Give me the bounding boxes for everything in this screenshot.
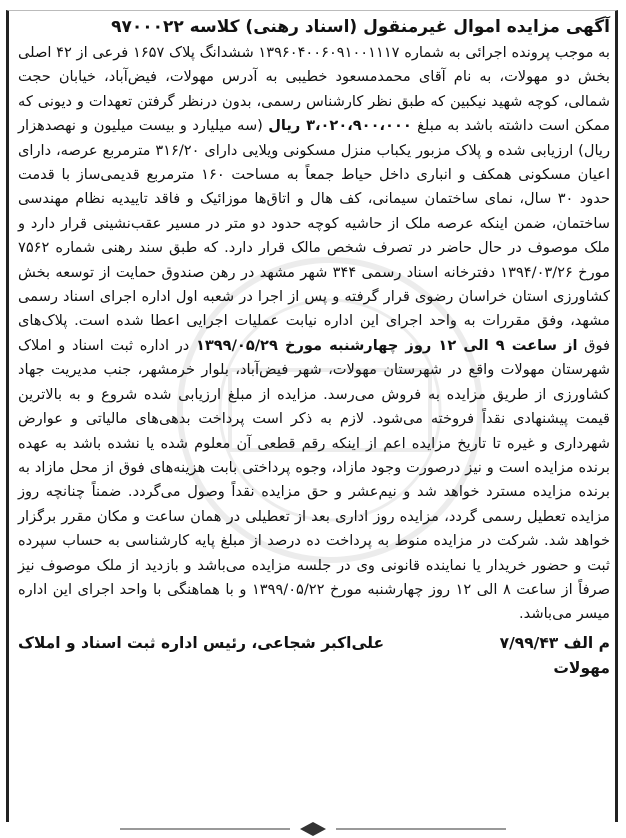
notice-text-part2: (سه میلیارد و بیست میلیون و نهصدهزار ریال) ارزیابی شده و پلاک مزبور یکباب منزل مسکونی ویلایی دارای ۳۱۶/۲۰ مترمربع عرصه، دارای اعیان مسکونی همکف و انباری داخل حیاط جمعاً به مساحت ۱۶۰ مترمربع قدیمی‌ساز با قدمت حدود ۳۰ سال، نمای ساختمان سیمانی، کف هال و اتاق‌ها موزائیک و فاقد تاییدیه نظام مهندسی ساختمان، ضمن اینکه عرصه ملک از حاشیه کوچه حدود دو متر در مسیر عقب‌نشینی قرار دارد و ملک موصوف در حال حاضر در تصرف شخص مالک قرار دارد. که طبق سند رهنی شماره ۷۵۶۲ مورخ ۱۳۹۴/۰۳/۲۶ دفترخانه اسناد رسمی ۳۴۴ شهر مشهد در رهن صندوق حمایت از توسعه بخش کشاورزی استان خراسان رضوی قرار گرفته و پس از اجرا در شعبه اول اداره اجرای اسناد رسمی مشهد، وفق مقررات به واحد اجرای این اداره نیابت عملیات اجرایی اعطا شده است. پلاک‌های فوق — [18, 117, 611, 354]
signatory-name: علی‌اکبر شجاعی، رئیس اداره ثبت اسناد و املاک — [18, 633, 385, 652]
auction-date-time: از ساعت ۹ الی ۱۲ روز چهارشنبه مورخ ۱۳۹۹/۰۵/۲۹ — [195, 336, 578, 354]
appraised-price: ۳،۰۲۰،۹۰۰،۰۰۰ ریال — [268, 117, 412, 135]
notice-text-part1: به موجب پرونده اجرائی به شماره ۱۳۹۶۰۴۰۰۶۰۹۱۰۰۱۱۱۷ ششدانگ پلاک ۱۶۵۷ فرعی از ۴۲ اصلی بخش دو مهولات، به نام آقای محمدمسعود خطیبی به آدرس مهولات، فیض‌آباد، خیابان حجت شمالی، کوچه شهید نیکبین که طبق نظر کارشناس رسمی، بدون درنظر گرفتن تعهدات و دیونی که ممکن است داشته باشد به مبلغ — [18, 44, 611, 135]
auction-notice — [18, 14, 610, 681]
bottom-ornament — [0, 820, 626, 838]
signatory-office: مهولات — [553, 658, 610, 677]
notice-body — [18, 41, 610, 627]
reference-code: م الف ۷/۹۹/۴۳ — [499, 633, 610, 652]
notice-title: آگهی مزایده اموال غیرمنقول (اسناد رهنی) کلاسه ۹۷۰۰۰۲۲ — [111, 17, 610, 37]
notice-text-part3: در اداره ثبت اسناد و املاک شهرستان مهولات واقع در شهرستان مهولات، شهر فیض‌آباد، بلوار خرمشهر، جنب مدیریت جهاد کشاورزی از طریق مزایده به فروش می‌رسد. مزایده از مبلغ ارزیابی شده شروع و به بالاترین قیمت پیشنهادی نقداً فروخته می‌شود. لازم به ذکر است پرداخت بدهی‌های مالیاتی و عوارض شهرداری و غیره تا تاریخ مزایده اعم از اینکه رقم قطعی آن معلوم شده یا نشده باشد به عهده برنده مزایده است و نیز درصورت وجود مازاد، وجوه پرداختی بابت هزینه‌های فوق از محل مازاد به برنده مزایده مسترد خواهد شد و نیم‌عشر و حق مزایده نقداً وصول می‌گردد. ضمناً چنانچه روز مزایده تعطیل رسمی گردد، مزایده روز اداری بعد از تعطیلی در همان ساعت و مکان مقرر برگزار خواهد شد. شرکت در مزایده منوط به پرداخت ده درصد از مبلغ پایه کارشناسی به حساب سپرده ثبت و حضور خریدار یا نماینده قانونی وی در جلسه مزایده می‌باشد و بازدید از ملک موصوف نیز صرفاً از ساعت ۸ الی ۱۲ روز چهارشنبه مورخ ۱۳۹۹/۰۵/۲۲ و با هماهنگی با واحد اجرای این اداره میسر می‌باشد. — [18, 336, 610, 623]
notice-footer — [18, 631, 610, 681]
